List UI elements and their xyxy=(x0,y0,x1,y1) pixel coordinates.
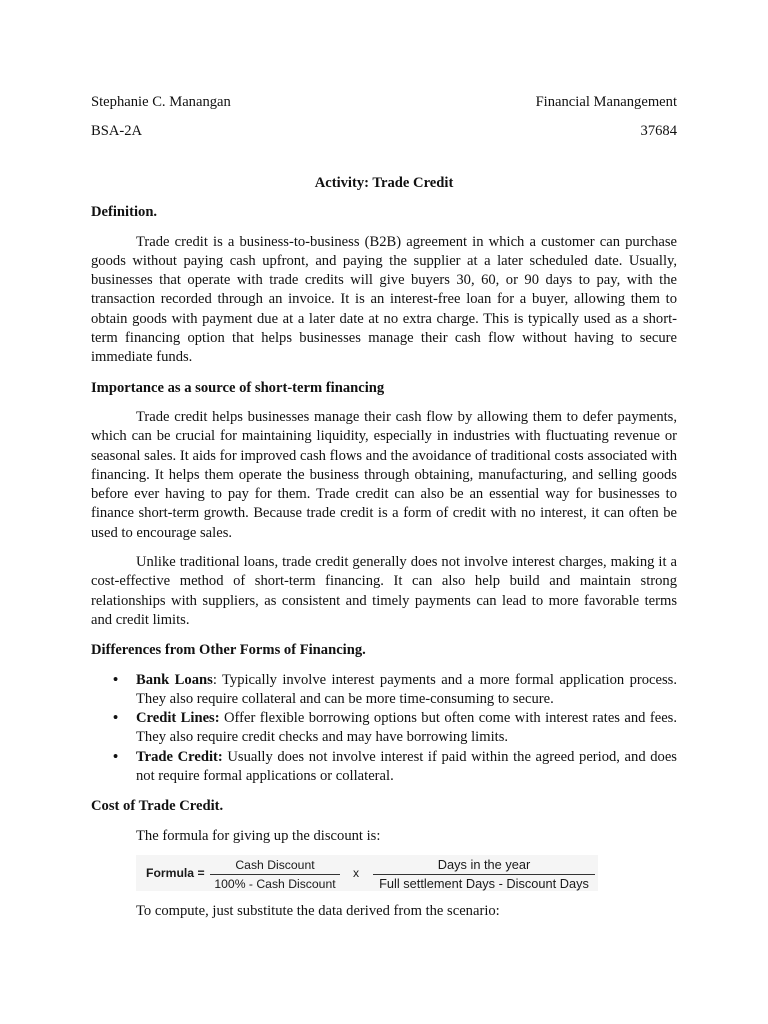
header-row-1 xyxy=(91,93,677,112)
fraction-numerator: Cash Discount xyxy=(235,857,315,872)
list-item xyxy=(91,709,677,748)
list-item-term: Credit Lines: xyxy=(136,710,220,727)
list-item-term: Bank Loans xyxy=(136,671,213,688)
list-item-text: Usually does not involve interest if paid within the agreed period, and does not require formal applications or collateral. xyxy=(136,748,677,785)
formula-image xyxy=(136,855,598,891)
fraction-denominator: 100% - Cash Discount xyxy=(214,876,336,891)
fraction-bar xyxy=(373,874,595,875)
id-number: 37684 xyxy=(640,123,677,139)
closing-text: To compute, just substitute the data derived from the scenario: xyxy=(136,902,500,919)
list-item-text: : Typically involve interest payments and a more formal application process. They also require collateral and can be more time-consuming to secure. xyxy=(136,671,677,707)
fraction-bar xyxy=(210,874,340,875)
formula-intro: The formula for giving up the discount is: xyxy=(136,827,381,844)
bullet-icon: • xyxy=(113,748,119,765)
importance-paragraph-2: Unlike traditional loans, trade credit generally does not involve interest charges, making it a cost-effective method of short-term financing. It can also help build and maintain strong relationships with suppliers, as consistent and timely payments can lead to more favorable terms and credit limits. xyxy=(91,554,677,628)
formula-label: Formula = xyxy=(146,865,205,880)
fraction-days xyxy=(373,858,595,891)
list-item-text: Offer flexible borrowing options but often come with interest rates and fees. They also require credit checks and may have borrowing limits. xyxy=(136,710,677,746)
section-name: BSA-2A xyxy=(91,123,143,139)
list-item xyxy=(91,748,677,787)
definition-heading: Definition. xyxy=(91,204,158,221)
document-content xyxy=(91,93,677,921)
author-name: Stephanie C. Manangan xyxy=(91,94,231,110)
importance-paragraph-1: Trade credit helps businesses manage their cash flow by allowing them to defer payments, which can be crucial for maintaining liquidity, especially in industries with fluctuating revenue or seasonal sales. It aids for improved cash flows and the avoidance of traditional costs associated with financing. It helps them operate the business through obtaining, manufacturing, and selling goods before ever having to pay for them. Trade credit can also be an essential way for businesses to finance short-term growth. Because trade credit is a form of credit with no interest, it can often be used to encourage sales. xyxy=(91,408,677,541)
list-item xyxy=(91,671,677,710)
bullet-icon: • xyxy=(113,710,119,727)
list-item-term: Trade Credit: xyxy=(136,748,223,765)
fraction-cash-discount xyxy=(210,858,340,891)
document-title: Activity: Trade Credit xyxy=(314,175,454,191)
differences-heading: Differences from Other Forms of Financing. xyxy=(91,642,366,659)
header-row-2 xyxy=(91,122,677,141)
course-name: Financial Manangement xyxy=(535,94,677,110)
differences-list xyxy=(91,671,677,787)
importance-heading: Importance as a source of short-term financing xyxy=(91,379,385,396)
fraction-numerator: Days in the year xyxy=(437,856,531,872)
multiply-operator: x xyxy=(353,865,360,880)
fraction-denominator: Full settlement Days - Discount Days xyxy=(379,875,589,891)
cost-heading: Cost of Trade Credit. xyxy=(91,798,224,815)
definition-paragraph: Trade credit is a business-to-business (B2B) agreement in which a customer can purchase goods without paying cash upfront, and paying the supplier at a later scheduled date. Usually, businesses that operate with trade credits will give buyers 30, 60, or 90 days to pay, with the transaction recorded through an invoice. It is an interest-free loan for a buyer, allowing them to obtain goods with payment due at a later date at no extra charge. This is typically used as a short-term financing option that helps businesses manage their cash flow without having to secure immediate funds. xyxy=(91,233,677,366)
bullet-icon: • xyxy=(113,671,119,688)
